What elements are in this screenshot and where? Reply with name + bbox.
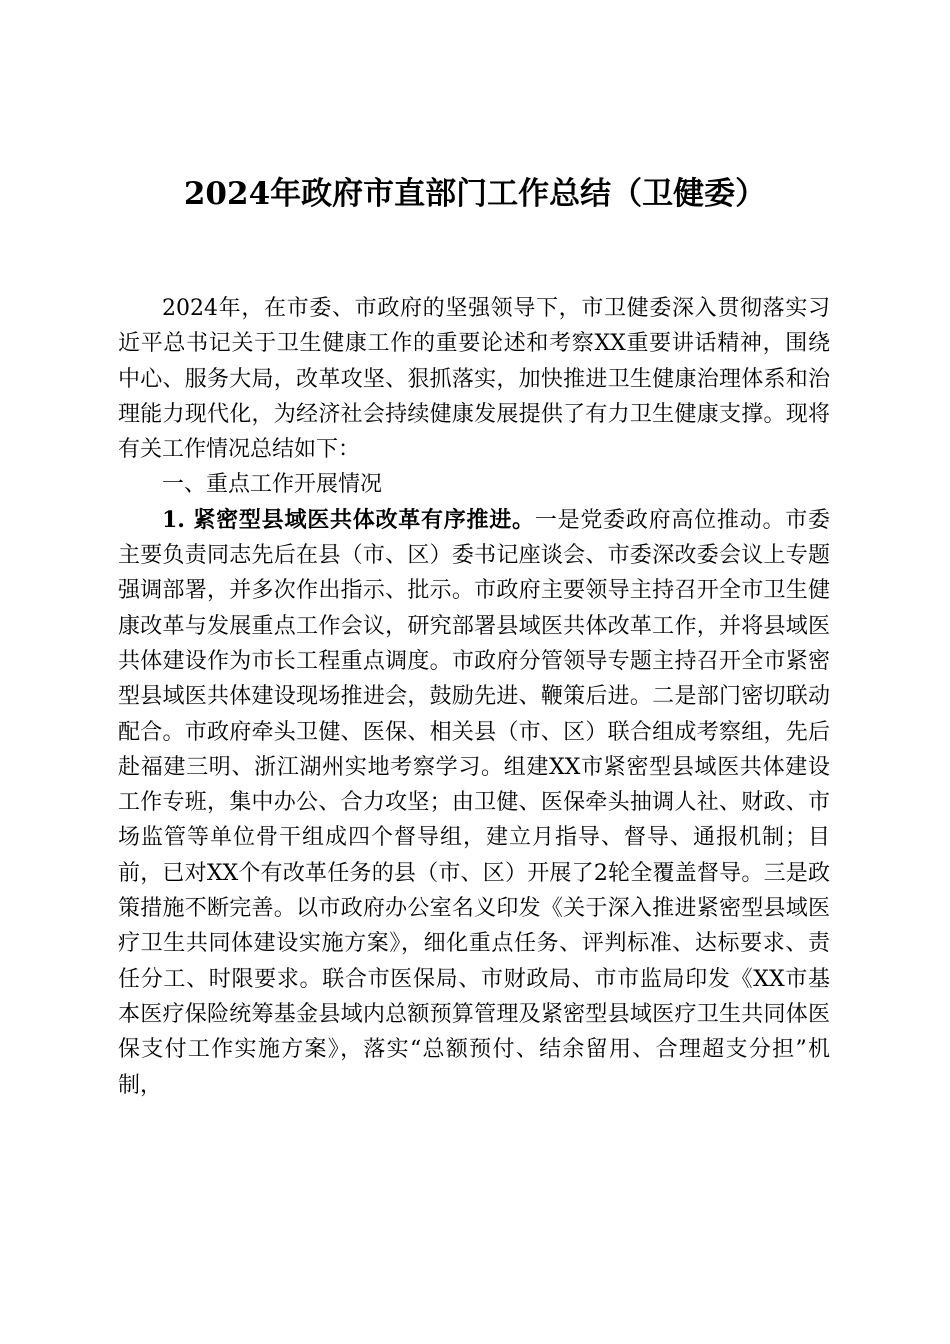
- intro-paragraph: 2024年，在市委、市政府的坚强领导下，市卫健委深入贯彻落实习近平总书记关于卫生健康工作的重要论述和考察XX重要讲话精神，围绕中心、服务大局，改革攻坚、狠抓落实，加快推进卫生健康治理体系和治理能力现代化，为经济社会持续健康发展提供了有力卫生健康支撑。现将有关工作情况总结如下：: [118, 296, 830, 463]
- section-heading: 一、重点工作开展情况: [162, 472, 383, 498]
- document-body: [118, 291, 830, 1103]
- item-1-paragraph: [118, 503, 830, 1103]
- item-1-body: 一是党委政府高位推动。市委主要负责同志先后在县（市、区）委书记座谈会、市委深改委会议上专题强调部署，并多次作出指示、批示。市政府主要领导主持召开全市卫生健康改革与发展重点工作会议，研究部署县域医共体改革工作，并将县域医共体建设作为市长工程重点调度。市政府分管领导专题主持召开全市紧密型县域医共体建设现场推进会，鼓励先进、鞭策后进。二是部门密切联动配合。市政府牵头卫健、医保、相关县（市、区）联合组成考察组，先后赴福建三明、浙江湖州实地考察学习。组建XX市紧密型县域医共体建设工作专班，集中办公、合力攻坚；由卫健、医保牵头抽调人社、财政、市场监管等单位骨干组成四个督导组，建立月指导、督导、通报机制；目前，已对XX个有改革任务的县（市、区）开展了2轮全覆盖督导。三是政策措施不断完善。以市政府办公室名义印发《关于深入推进紧密型县域医疗卫生共同体建设实施方案》，细化重点任务、评判标准、达标要求、责任分工、时限要求。联合市医保局、市财政局、市市监局印发《XX市基本医疗保险统筹基金县域内总额预算管理及紧密型县域医疗卫生共同体医保支付工作实施方案》，落实“总额预付、结余留用、合理超支分担”机制，: [118, 507, 830, 1098]
- item-1-lead: 1. 紧密型县域医共体改革有序推进。: [162, 506, 535, 533]
- document-title: 2024年政府市直部门工作总结（卫健委）: [183, 176, 767, 212]
